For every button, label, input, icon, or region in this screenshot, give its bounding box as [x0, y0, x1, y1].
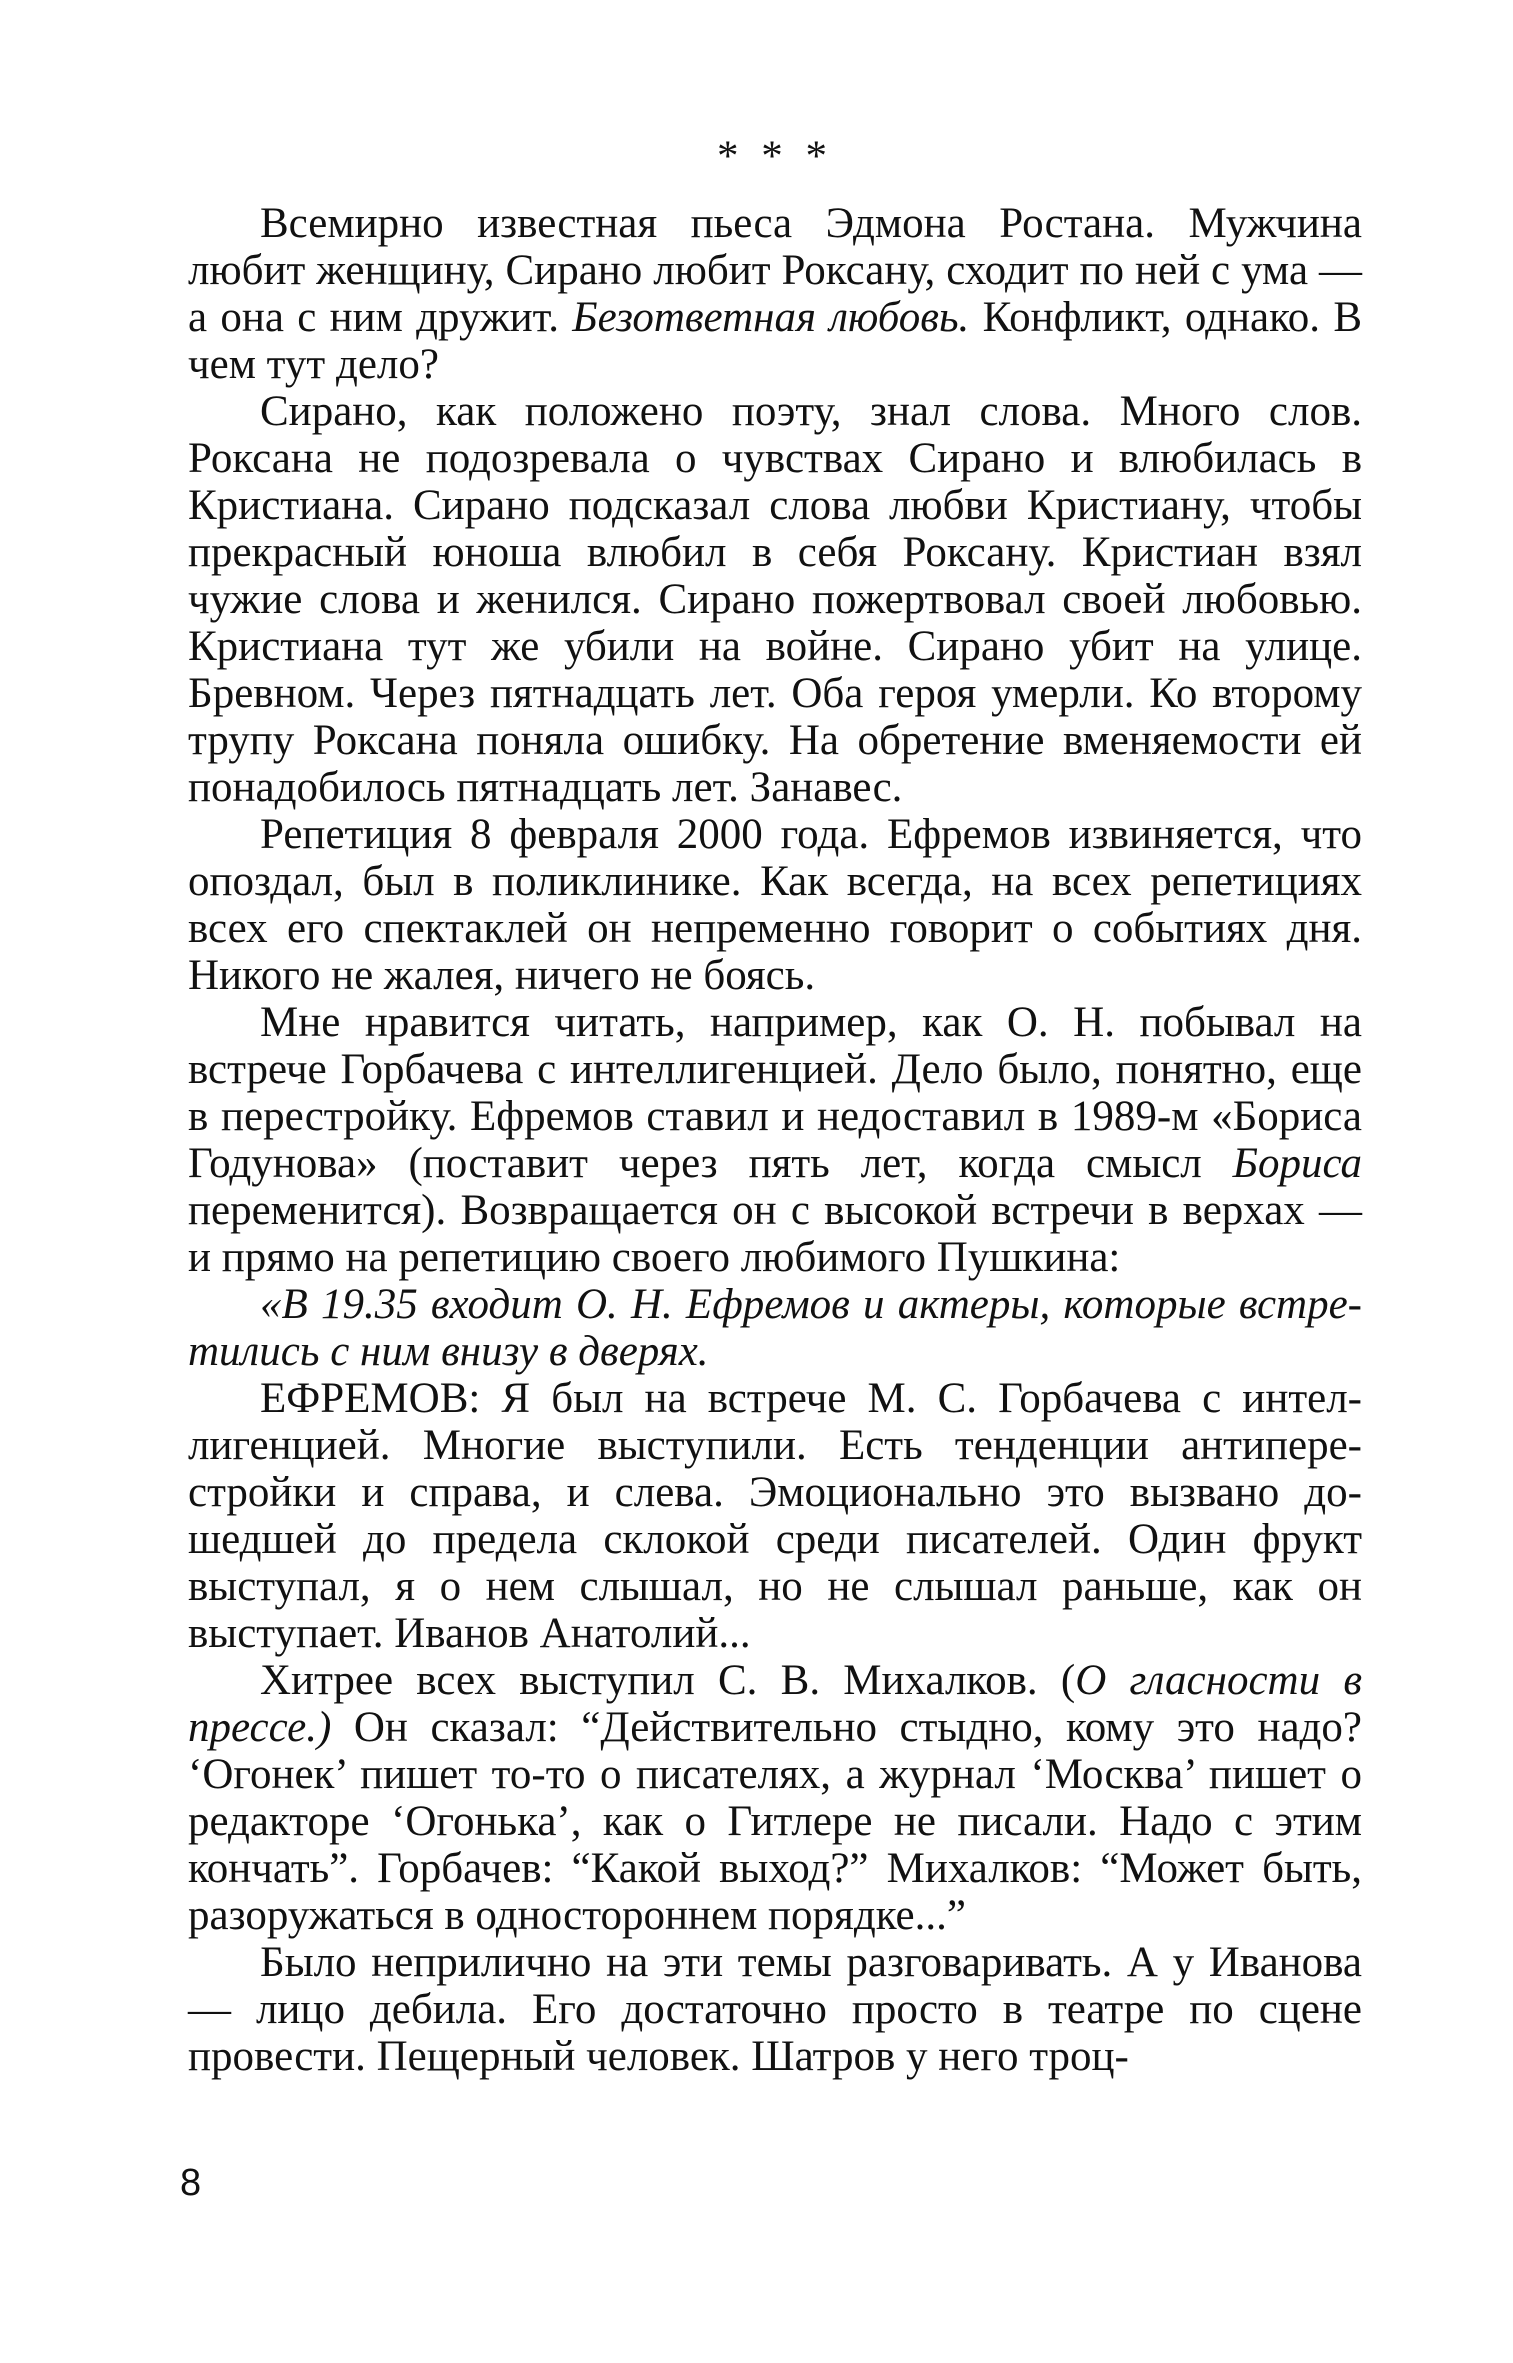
paragraph — [188, 1375, 1362, 1657]
paragraph — [188, 1657, 1362, 1939]
paragraph — [188, 1281, 1362, 1375]
paragraph — [188, 1939, 1362, 2080]
italic-text: Безответная любовь. — [572, 294, 970, 341]
paragraph — [188, 388, 1362, 811]
italic-text: Бориса — [1232, 1140, 1362, 1187]
paragraph — [188, 811, 1362, 999]
paragraph — [188, 200, 1362, 388]
text-run: переменится). Возвращается он с высокой встречи в верхах — и прямо на репетицию своего любимого Пушкина: — [188, 1187, 1362, 1281]
text-run: Всемирно известная пьеса Эдмона Ростана. Мужчина любит женщину, Сирано любит Роксану, сходит по ней с ума — а она с ним дружит. — [188, 200, 1362, 341]
page-number: 8 — [180, 2162, 202, 2204]
text-run: Он сказал: “Действительно стыдно, кому это надо? ‘Огонек’ пишет то-то о писателях, а журнал ‘Москва’ пишет о редакторе ‘Огонька’, как о Гитлере не писали. Надо с этим кончать”. Горбачев: “Какой выход?” Михалков: “Может быть, разоружаться в одностороннем порядке...” — [188, 1704, 1362, 1939]
text-run: Хитрее всех выступил С. В. Михалков. ( — [260, 1657, 1076, 1704]
text-run: Репетиция 8 февраля 2000 года. Ефремов извиняется, что опоздал, был в поликлинике. Как всегда, на всех репетициях всех его спектаклей он непременно говорит о событиях дня. Никого не жалея, ничего не боясь. — [188, 811, 1362, 999]
text-run: Мне нравится читать, например, как О. Н. побывал на встрече Горбачева с интеллигенцией. Дело было, понятно, еще в перестройку. Ефремов ставил и недоставил в 1989-м «Бориса Годунова» (поставит через пять лет, когда смысл — [188, 999, 1362, 1187]
section-separator: * * * — [717, 133, 833, 180]
body-text — [188, 133, 1362, 2080]
paragraph — [188, 999, 1362, 1281]
text-run: Сирано, как положено поэту, знал слова. Много слов. Роксана не подозревала о чувствах Сирано и влюбилась в Кристиана. Сирано подсказал слова любви Кристиану, чтобы прекрасный юноша влюбил в себя Роксану. Кристиан взял чужие слова и женился. Сирано пожертвовал своей любовью. Кристиана тут же убили на войне. Сирано убит на улице. Бревном. Через пятнадцать лет. Оба героя умерли. Ко второму трупу Роксана поняла ошибку. На обретение вменяемости ей понадобилось пятнадцать лет. Занавес. — [188, 388, 1362, 811]
text-run: Было неприлично на эти темы разговаривать. А у Иванова — лицо дебила. Его достаточно просто в театре по сцене провести. Пещерный человек. Шатров у него троц- — [188, 1939, 1362, 2080]
italic-text: «В 19.35 входит О. Н. Ефремов и актеры, которые встретились с ним внизу в дверях. — [188, 1281, 1362, 1375]
text-run: Конфликт, однако. В чем тут дело? — [188, 294, 1362, 388]
text-run: ЕФРЕМОВ: Я был на встрече М. С. Горбачева с интеллигенцией. Многие выступили. Есть тенденции антиперестройки и справа, и слева. Эмоционально это вызвано дошедшей до предела склокой среди писателей. Один фрукт выступал, я о нем слышал, но не слышал раньше, как он выступает. Иванов Анатолий... — [188, 1375, 1362, 1657]
italic-text: О гласности в прессе.) — [188, 1657, 1363, 1751]
paragraph-list — [188, 200, 1362, 2080]
